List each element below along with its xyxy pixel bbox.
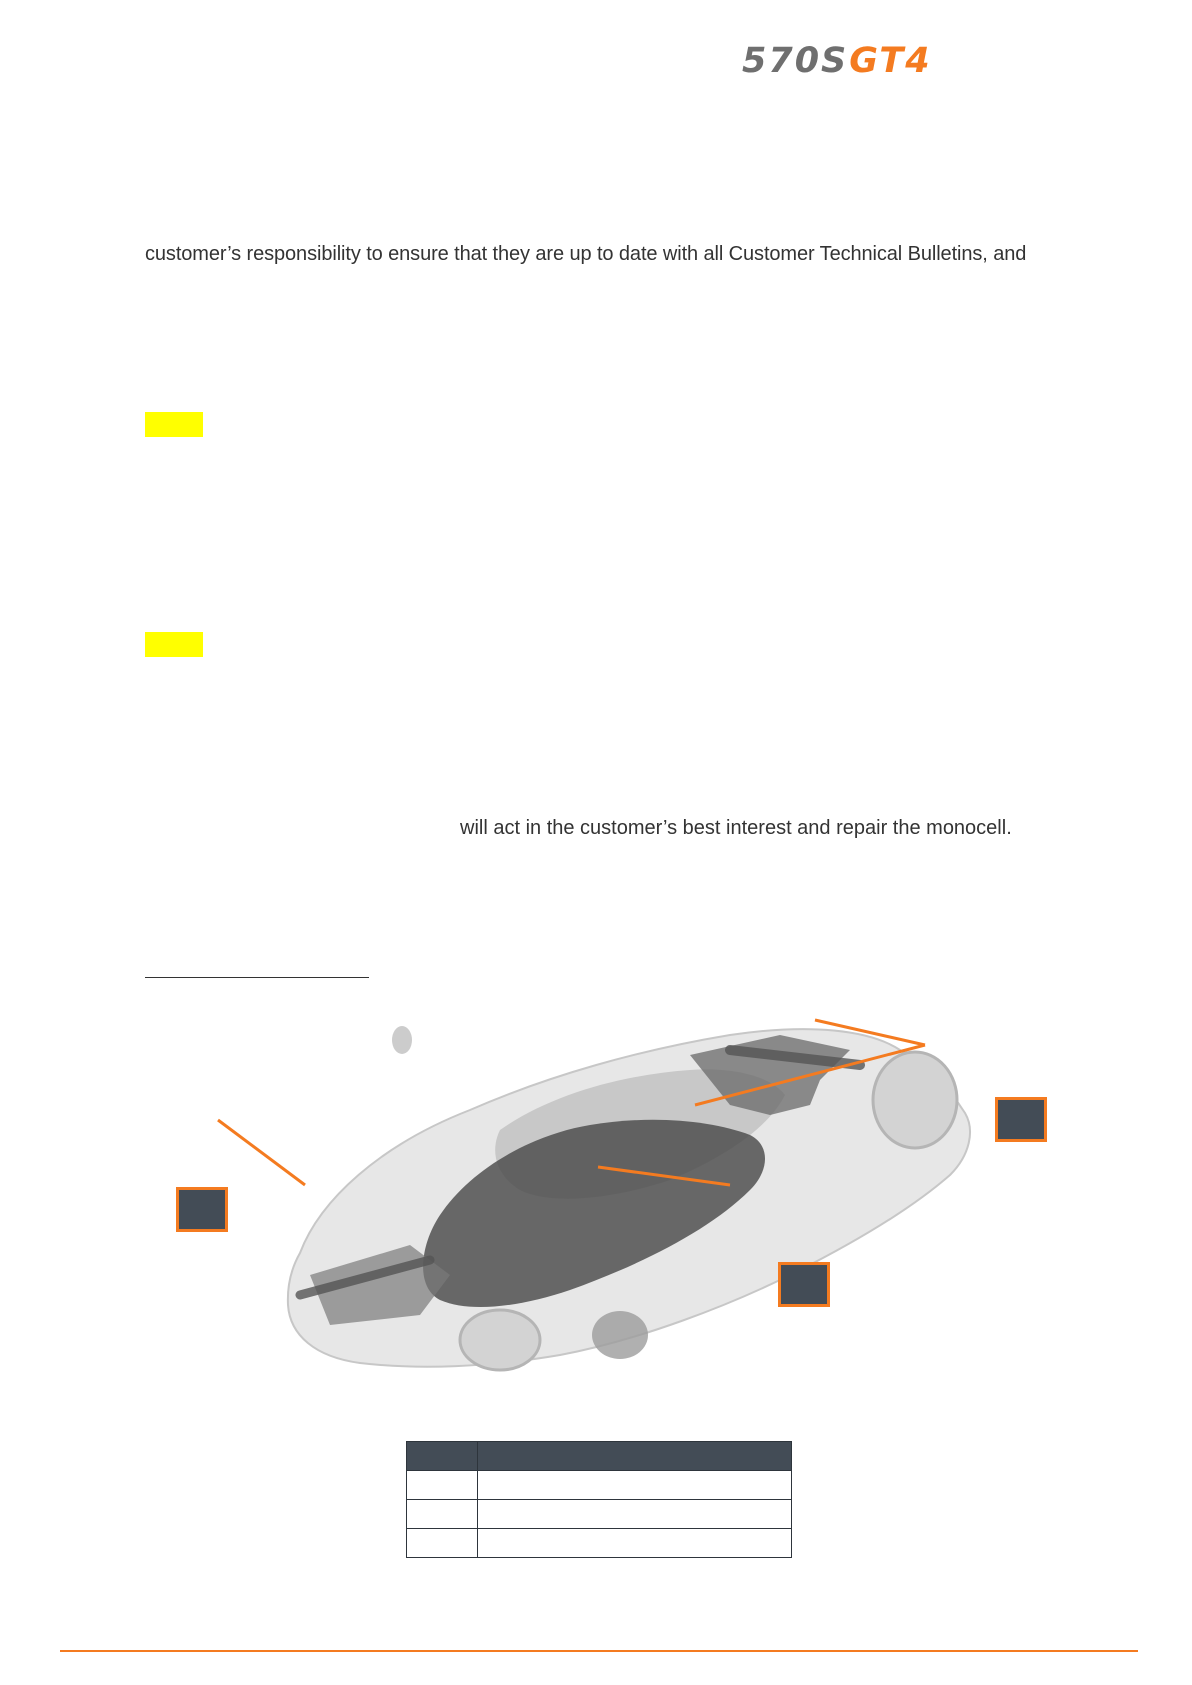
table-cell-id: [407, 1529, 478, 1558]
table-cell-id: [407, 1500, 478, 1529]
logo-model: 570S: [742, 41, 849, 81]
front-wheel: [460, 1310, 540, 1370]
footer-divider: [60, 1650, 1138, 1652]
table-row: [407, 1471, 792, 1500]
paragraph-line-responsibility: customer’s responsibility to ensure that they are up to date with all Customer Technical Bulletins, and: [145, 243, 1027, 265]
table-cell-description: [478, 1471, 792, 1500]
rear-wheel: [873, 1052, 957, 1148]
callout-rear-section: [995, 1097, 1047, 1142]
highlight-marker: [145, 632, 203, 657]
chassis-illustration: [170, 995, 1050, 1375]
table-cell-description: [478, 1500, 792, 1529]
column-header-id: [407, 1442, 478, 1471]
column-header-description: [478, 1442, 792, 1471]
table-cell-id: [407, 1471, 478, 1500]
leader-line-front: [218, 1120, 305, 1185]
parts-table: [406, 1441, 792, 1558]
side-wheel: [592, 1311, 648, 1359]
table-cell-description: [478, 1529, 792, 1558]
table-row: [407, 1529, 792, 1558]
callout-front-section: [176, 1187, 228, 1232]
table-row: [407, 1500, 792, 1529]
side-mirror: [392, 1026, 412, 1054]
logo-series: GT4: [849, 41, 932, 81]
callout-side-section: [778, 1262, 830, 1307]
brand-logo: [742, 41, 1050, 81]
section-underline: [145, 977, 369, 978]
paragraph-line-repair: will act in the customer’s best interest and repair the monocell.: [460, 817, 1012, 839]
table-header-row: [407, 1442, 792, 1471]
highlight-marker: [145, 412, 203, 437]
